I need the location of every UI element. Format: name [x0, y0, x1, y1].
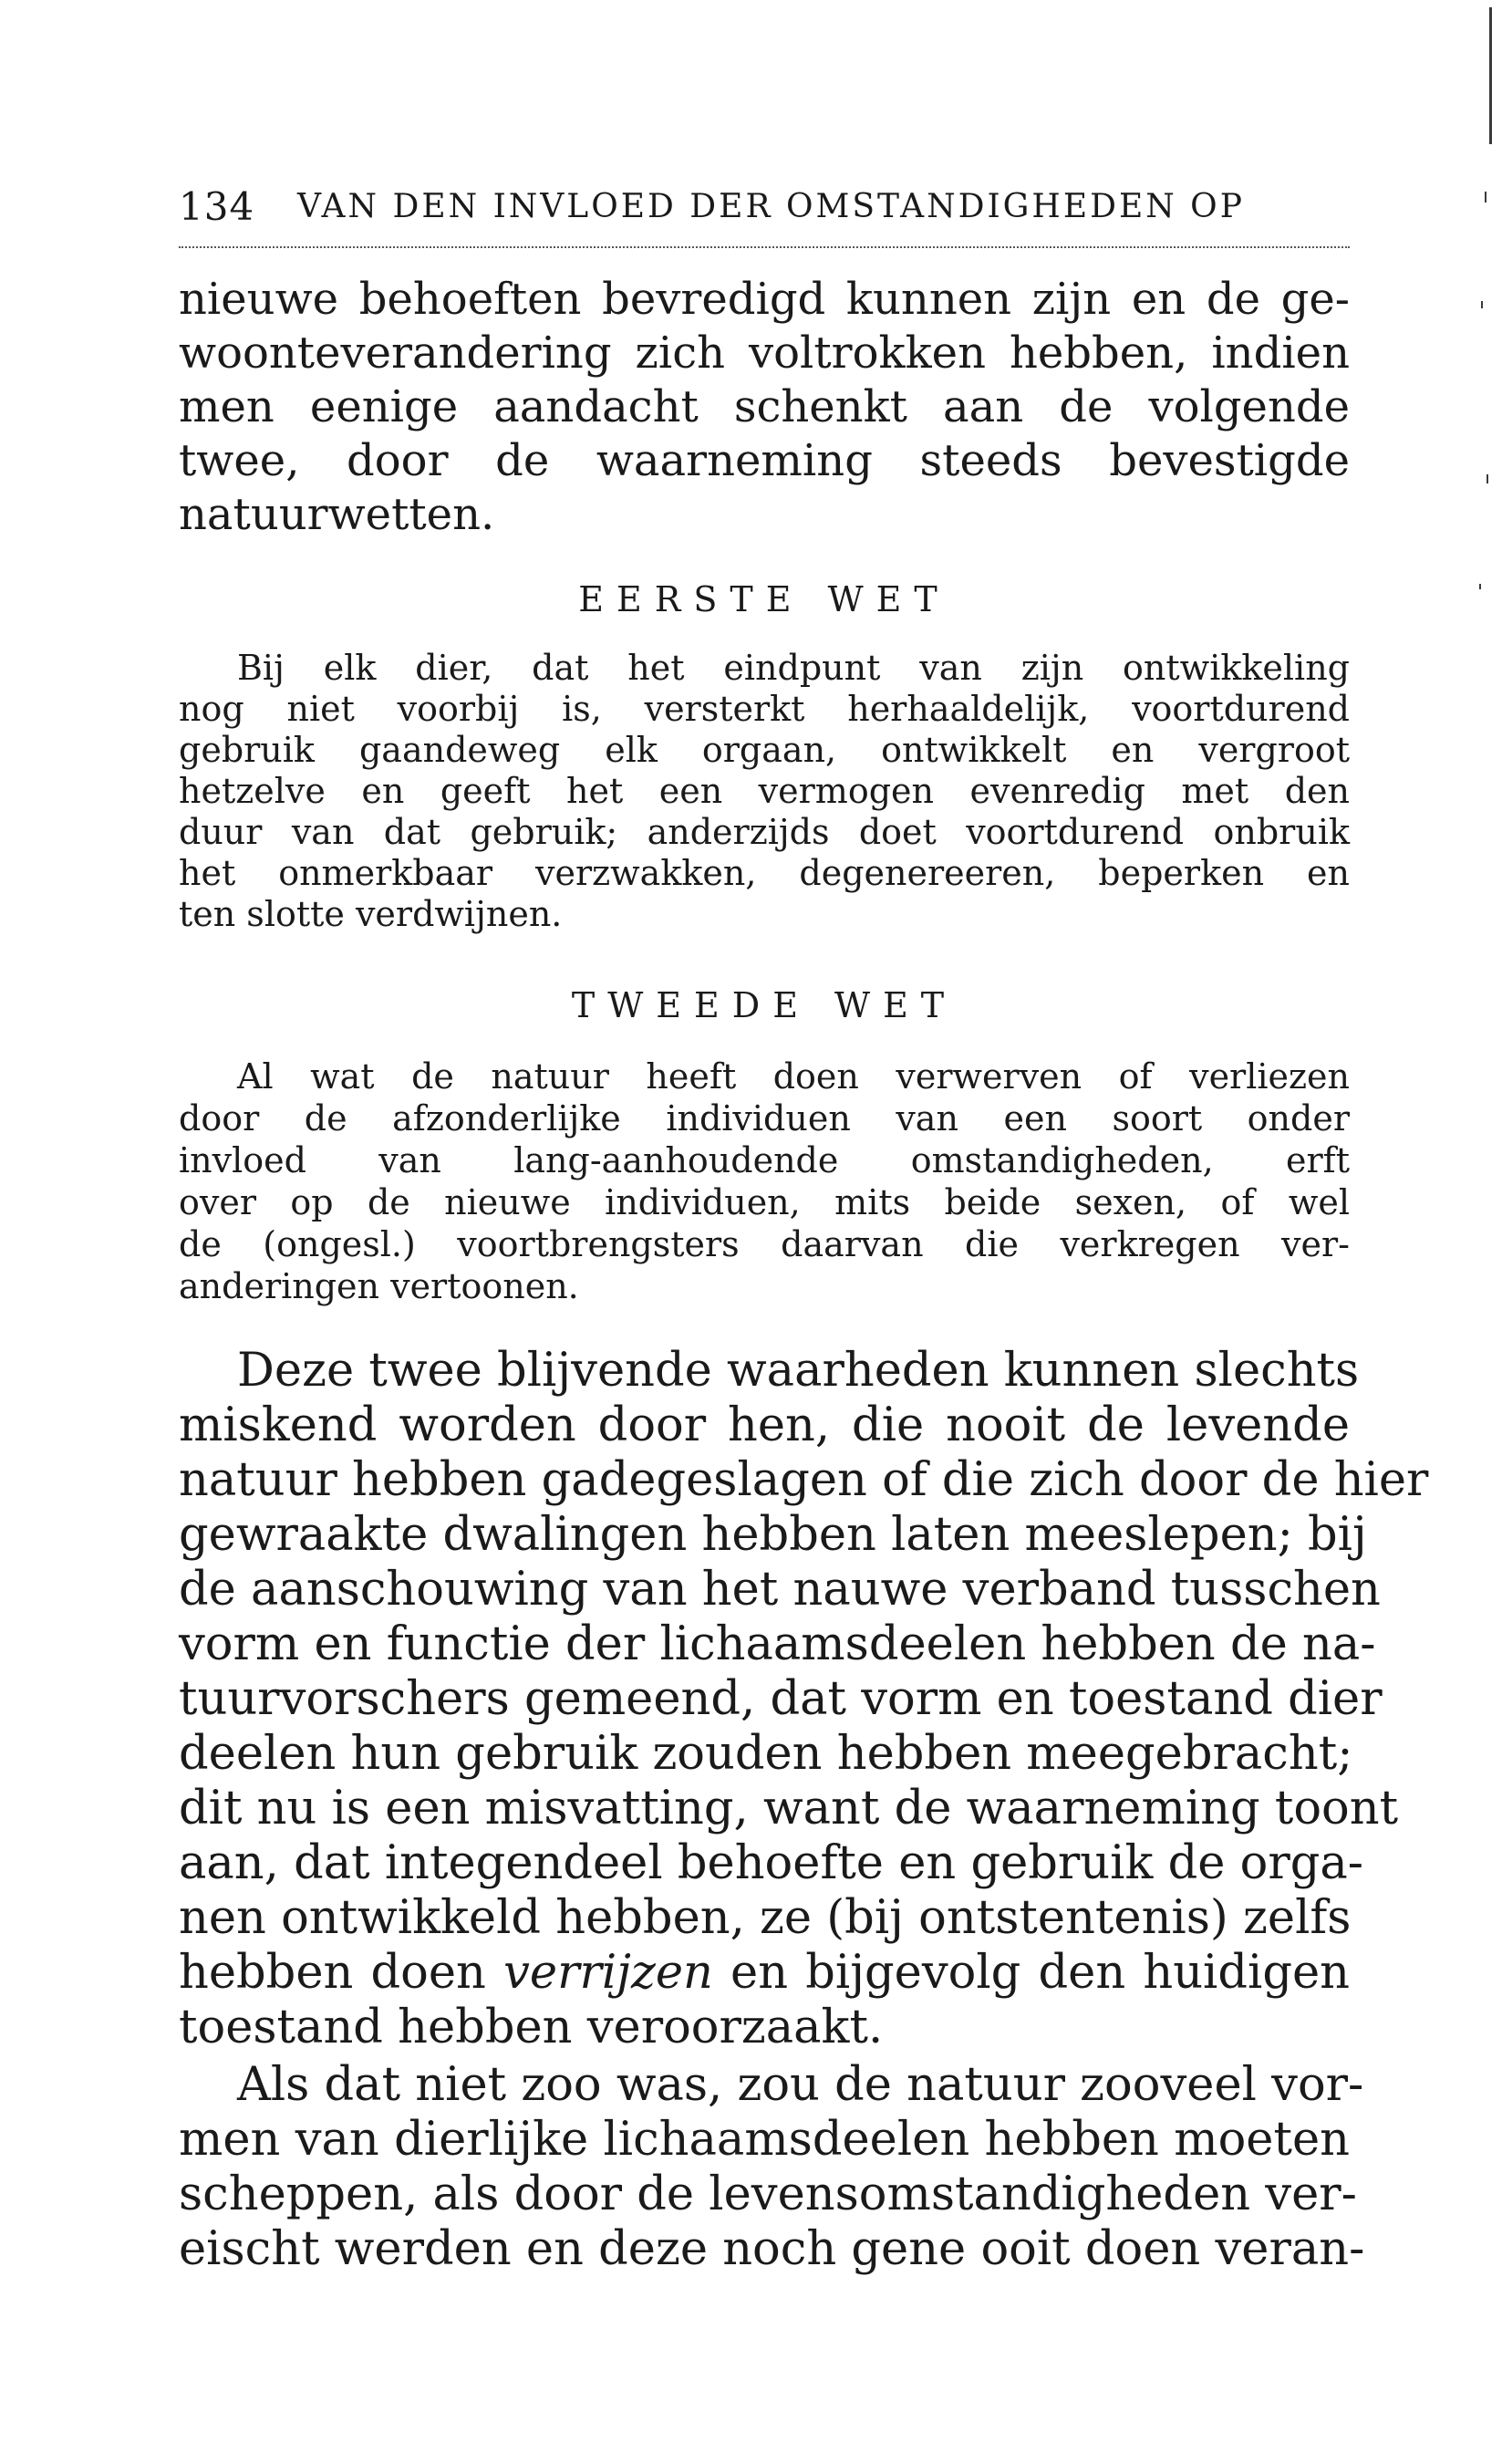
text-line: natuur hebben gadegeslagen of die zich door de hier: [179, 1453, 1429, 1507]
text-line: Bij elk dier, dat het eindpunt van zijn ontwikkeling: [237, 648, 1350, 688]
scan-speck: [1486, 474, 1488, 483]
line-text-after: en bijgevolg den huidigen: [712, 1946, 1350, 2000]
text-line: scheppen, als door de levensomstandigheden ver-: [179, 2168, 1357, 2221]
text-line: toestand hebben veroorzaakt.: [179, 2001, 884, 2054]
text-line: Deze twee blijvende waarheden kunnen slechts: [237, 1344, 1360, 1398]
text-line: miskend worden door hen, die nooit de levende: [179, 1398, 1350, 1452]
italic-word: verrijzen: [503, 1946, 713, 2000]
text-line: gebruik gaandeweg elk orgaan, ontwikkelt en vergroot: [179, 730, 1350, 770]
text-line: aan, dat integendeel behoefte en gebruik de orga-: [179, 1836, 1363, 1890]
running-header: [179, 182, 1350, 248]
text-line-with-italic: [179, 1946, 1350, 2000]
scan-edge-mark: [1489, 7, 1492, 144]
text-line: invloed van lang-aanhoudende omstandigheden, erft: [179, 1140, 1350, 1180]
text-line: eischt werden en deze noch gene ooit doen veran-: [179, 2222, 1365, 2276]
running-title: VAN DEN INVLOED DER OMSTANDIGHEDEN OP: [297, 188, 1245, 225]
section-heading-second-law: TWEEDE WET: [571, 985, 958, 1025]
text-line: door de afzonderlijke individuen van een soort onder: [179, 1098, 1350, 1138]
text-line: vorm en functie der lichaamsdeelen hebben de na-: [179, 1617, 1376, 1671]
text-line: twee, door de waarneming steeds bevestigde: [179, 435, 1350, 486]
text-line: woonteverandering zich voltrokken hebben, indien: [179, 327, 1350, 379]
text-line: natuurwetten.: [179, 489, 495, 540]
scan-speck: [1481, 301, 1483, 308]
text-line: nieuwe behoeften bevredigd kunnen zijn en de ge-: [179, 274, 1350, 325]
scan-speck: [1485, 192, 1486, 203]
text-line: deelen hun gebruik zouden hebben meegebracht;: [179, 1727, 1353, 1781]
text-line: Al wat de natuur heeft doen verwerven of verliezen: [237, 1056, 1350, 1097]
text-line: hetzelve en geeft het een vermogen evenredig met den: [179, 771, 1350, 811]
text-line: duur van dat gebruik; anderzijds doet voortdurend onbruik: [179, 812, 1350, 852]
text-line: nen ontwikkeld hebben, ze (bij ontstentenis) zelfs: [179, 1891, 1352, 1945]
text-line: Als dat niet zoo was, zou de natuur zooveel vor-: [237, 2058, 1364, 2112]
text-line: over op de nieuwe individuen, mits beide sexen, of wel: [179, 1182, 1350, 1222]
text-line: de (ongesl.) voortbrengsters daarvan die verkregen ver-: [179, 1224, 1350, 1264]
page-number: 134: [179, 184, 255, 229]
text-line: nog niet voorbij is, versterkt herhaaldelijk, voortdurend: [179, 689, 1350, 729]
text-line: men van dierlijke lichaamsdeelen hebben moeten: [179, 2113, 1350, 2167]
text-line: tuurvorschers gemeend, dat vorm en toestand dier: [179, 1672, 1383, 1726]
text-line: anderingen vertoonen.: [179, 1266, 579, 1306]
text-line: dit nu is een misvatting, want de waarneming toont: [179, 1782, 1399, 1835]
text-line: gewraakte dwalingen hebben laten meeslepen; bij: [179, 1508, 1367, 1562]
scan-speck: [1479, 584, 1481, 589]
text-line: men eenige aandacht schenkt aan de volgende: [179, 381, 1350, 432]
text-line: ten slotte verdwijnen.: [179, 894, 563, 934]
line-text-before: hebben doen: [179, 1946, 504, 2000]
text-line: de aanschouwing van het nauwe verband tusschen: [179, 1563, 1381, 1617]
section-heading-first-law: EERSTE WET: [578, 579, 950, 619]
text-line: het onmerkbaar verzwakken, degenereeren, beperken en: [179, 853, 1350, 893]
